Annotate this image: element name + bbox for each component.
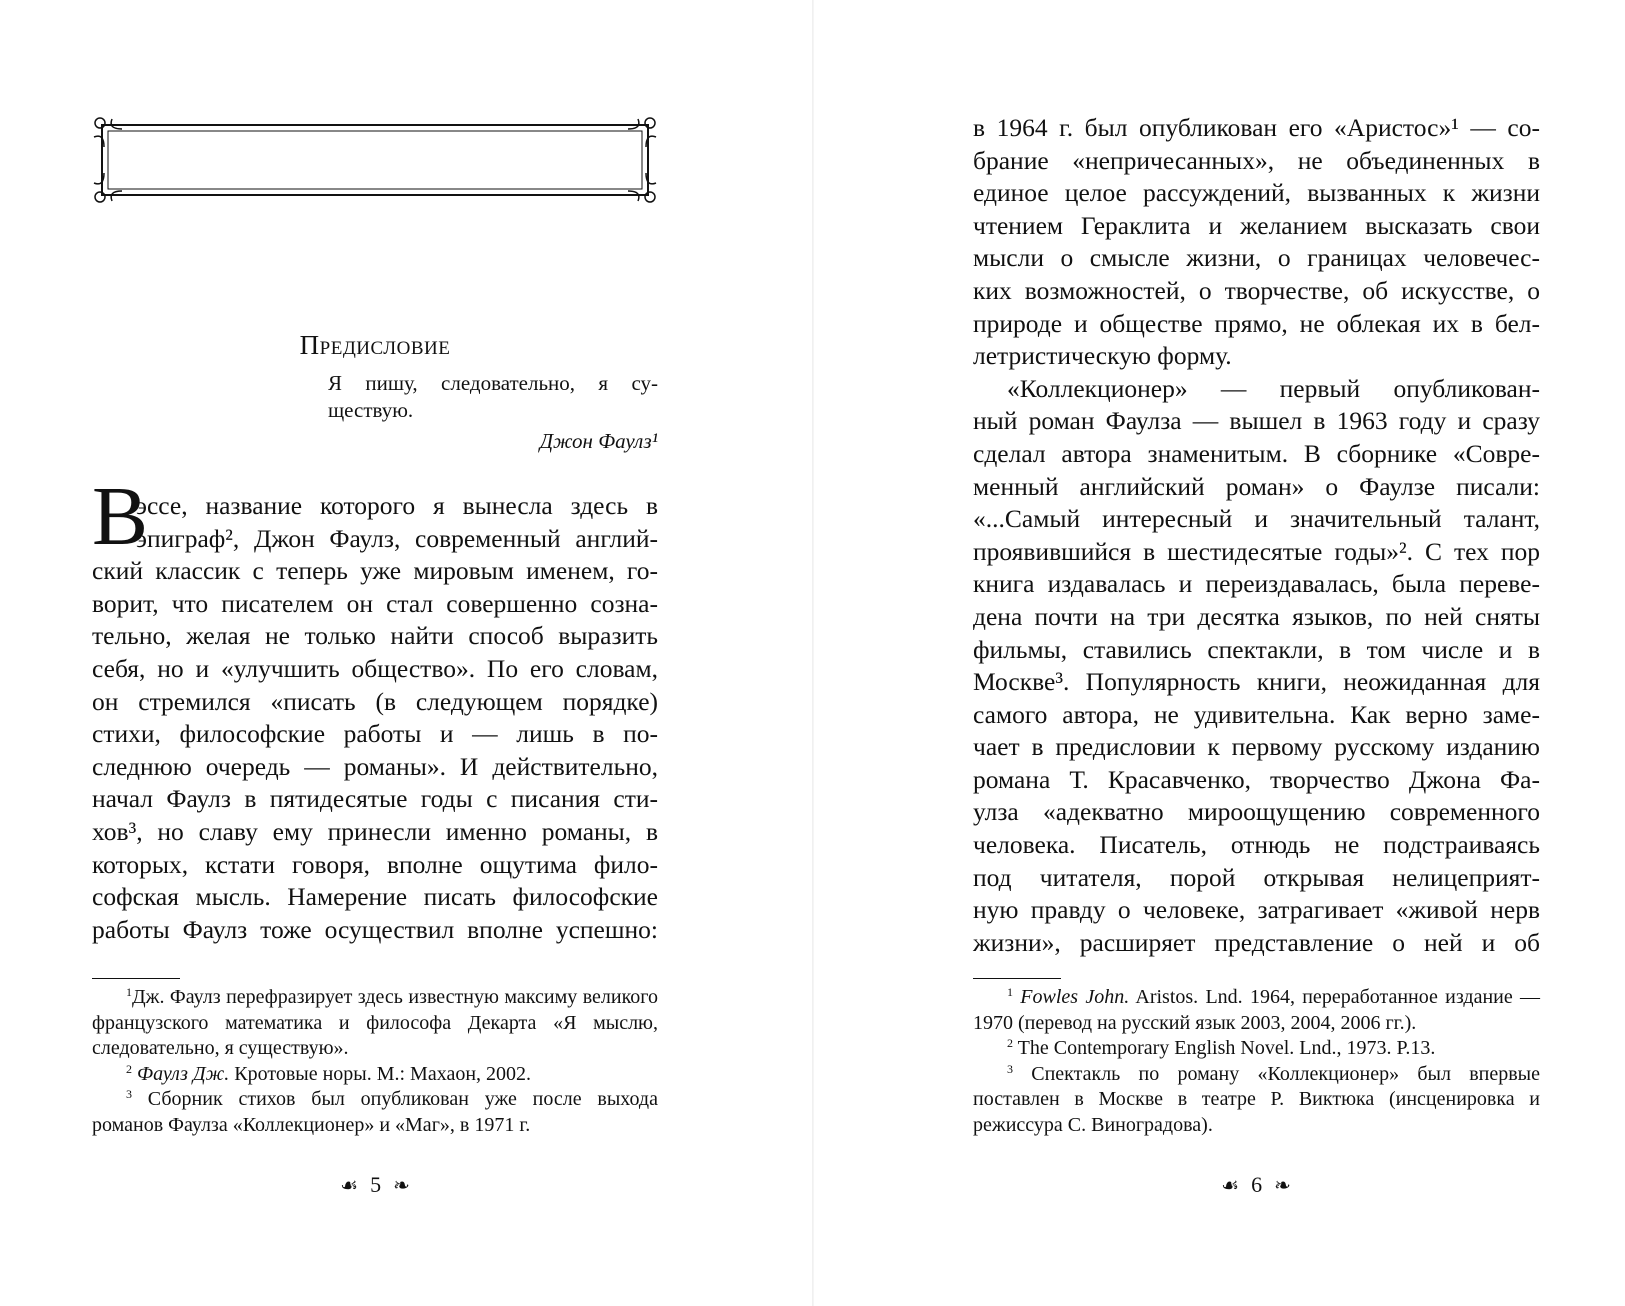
text-line: работы Фаулз тоже осуществил вполне успешно:	[92, 914, 658, 944]
text-line: эпиграф², Джон Фаулз, современный англий-	[136, 523, 658, 553]
text-line: чтением Гераклита и желанием высказать свои	[973, 210, 1540, 240]
text-line: начал Фаулз в пятидесятые годы с писания сти-	[92, 784, 658, 814]
flourish-left-icon: ☙	[340, 1173, 359, 1197]
text-line: жизни», расширяет представление о ней и об	[973, 927, 1540, 957]
epigraph-line: ществую.	[328, 398, 414, 422]
text-line: самого автора, не удивительна. Как верно заме-	[973, 699, 1540, 729]
flourish-left-icon: ☙	[1221, 1173, 1240, 1197]
footnote-rule	[973, 978, 1061, 979]
body-text	[973, 112, 1540, 959]
footnote	[973, 1036, 1540, 1062]
footnote-text: Кротовые норы. М.: Махаон, 2002.	[229, 1062, 532, 1085]
page-number: 6	[1251, 1172, 1263, 1197]
text-line: сделал автора знаменитым. В сборнике «Совре-	[973, 438, 1540, 468]
footnote-number: 3	[1007, 1061, 1013, 1076]
footnote	[973, 985, 1540, 1036]
text-line: человека. Писатель, отнюдь не подстраиваясь	[973, 830, 1540, 860]
left-page	[0, 0, 812, 1306]
right-page	[814, 0, 1625, 1306]
footnote-text: Aristos. Lnd. 1964, переработанное издание — 1970 (перевод на русский язык 2003, 2004, 2006 гг.).	[973, 986, 1541, 1034]
text-line: проявившийся в шестидесятые годы»². С тех пор	[973, 536, 1540, 566]
footnote-text: Дж. Фаулз перефразирует здесь известную максиму великого французского математика и философа Декарта «Я мыслю, следовательно, я существую».	[92, 986, 658, 1059]
text-line: «...Самый интересный и значительный талант,	[973, 504, 1540, 534]
page-number-footer	[1156, 1172, 1356, 1198]
footnote-text: The Contemporary English Novel. Lnd., 1973. P.13.	[1013, 1037, 1436, 1059]
epigraph-line: Я пишу, следовательно, я су-	[328, 371, 658, 395]
text-line: природе и обществе прямо, не облекая их в бел-	[973, 308, 1540, 338]
text-line: ворит, что писателем он стал совершенно созна-	[92, 588, 658, 618]
text-line: книга издавалась и переиздавалась, была переве-	[973, 569, 1540, 599]
text-line: летристическую форму.	[973, 341, 1232, 371]
footnote	[92, 1062, 658, 1088]
footnote-number: 2	[1007, 1036, 1013, 1050]
text-line: тельно, желая не только найти способ выразить	[92, 621, 658, 651]
text-line: которых, кстати говоря, вполне ощутима фило-	[92, 849, 658, 879]
text-line: под читателя, порой открывая нелицеприят-	[973, 862, 1540, 892]
footnotes	[92, 985, 658, 1138]
footnote	[92, 1087, 658, 1138]
footnote-text: Сборник стихов был опубликован уже после выхода романов Фаулза «Коллекционер» и «Маг», в 1971 г.	[92, 1088, 658, 1136]
text-line: в 1964 г. был опубликован его «Аристос»¹ — со-	[973, 113, 1540, 142]
text-line: брание «непричесанных», не объединенных в	[973, 145, 1540, 175]
body-text	[92, 490, 658, 946]
flourish-right-icon: ❧	[1274, 1173, 1291, 1197]
epigraph-attribution: Джон Фаулз¹	[539, 429, 658, 453]
text-line: он стремился «писать (в следующем порядке)	[92, 686, 658, 716]
footnote-number: 1	[126, 985, 132, 999]
text-line: чает в предисловии к первому русскому изданию	[973, 732, 1540, 762]
footnote-number: 2	[126, 1061, 132, 1076]
text-line: стихи, философские работы и — лишь в по-	[92, 719, 658, 749]
text-line: единое целое рассуждений, вызванных к жизни	[973, 178, 1540, 208]
text-line: романа Т. Красавченко, творчество Джона Фа-	[973, 764, 1540, 794]
footnotes	[973, 985, 1540, 1138]
page-number-footer	[275, 1172, 475, 1198]
drop-cap: В	[92, 470, 149, 563]
text-line: менный английский роман» о Фаулзе писали:	[973, 471, 1540, 501]
chapter-heading: Предисловие	[299, 330, 451, 360]
text-line: дена почти на три десятка языков, по ней сняты	[973, 601, 1540, 631]
text-line: эссе, название которого я вынесла здесь в	[136, 491, 658, 520]
footnote	[92, 985, 658, 1062]
ornamental-frame	[92, 117, 658, 203]
text-line: следнюю очередь — романы». И действительно,	[92, 751, 658, 781]
footnote	[973, 1062, 1540, 1139]
text-line: Москве³. Популярность книги, неожиданная для	[973, 667, 1540, 697]
text-line: ную правду о человеке, затрагивает «живой нерв	[973, 895, 1540, 925]
text-line: софская мысль. Намерение писать философские	[92, 882, 658, 912]
text-line: «Коллекционер» — первый опубликован-	[1007, 373, 1540, 403]
text-line: ный роман Фаулза — вышел в 1963 году и сразу	[973, 406, 1540, 436]
text-line: ский классик с теперь уже мировым именем, го-	[92, 556, 658, 586]
text-line: хов³, но славу ему принесли именно романы, в	[92, 816, 658, 846]
text-line: улза «адекватно мироощущению современного	[973, 797, 1540, 827]
epigraph	[328, 370, 658, 455]
footnote-author: Fowles John.	[1020, 986, 1130, 1008]
page-number: 5	[370, 1172, 382, 1197]
text-line: ких возможностей, о творчестве, об искусстве, о	[973, 275, 1540, 305]
footnote-number: 3	[126, 1087, 132, 1101]
flourish-right-icon: ❧	[393, 1173, 410, 1197]
text-line: себя, но и «улучшить общество». По его словам,	[92, 653, 658, 683]
footnote-author: Фаулз Дж.	[137, 1062, 230, 1085]
text-line: мысли о смысле жизни, о границах человечес-	[973, 243, 1540, 273]
text-line: фильмы, ставились спектакли, в том числе и в	[973, 634, 1540, 664]
footnote-text: Спектакль по роману «Коллекционер» был впервые поставлен в Москве в театре Р. Виктюка (инсценировка и режиссура С. Виноградова).	[973, 1062, 1540, 1136]
footnote-rule	[92, 978, 180, 979]
footnote-number: 1	[1007, 985, 1013, 999]
